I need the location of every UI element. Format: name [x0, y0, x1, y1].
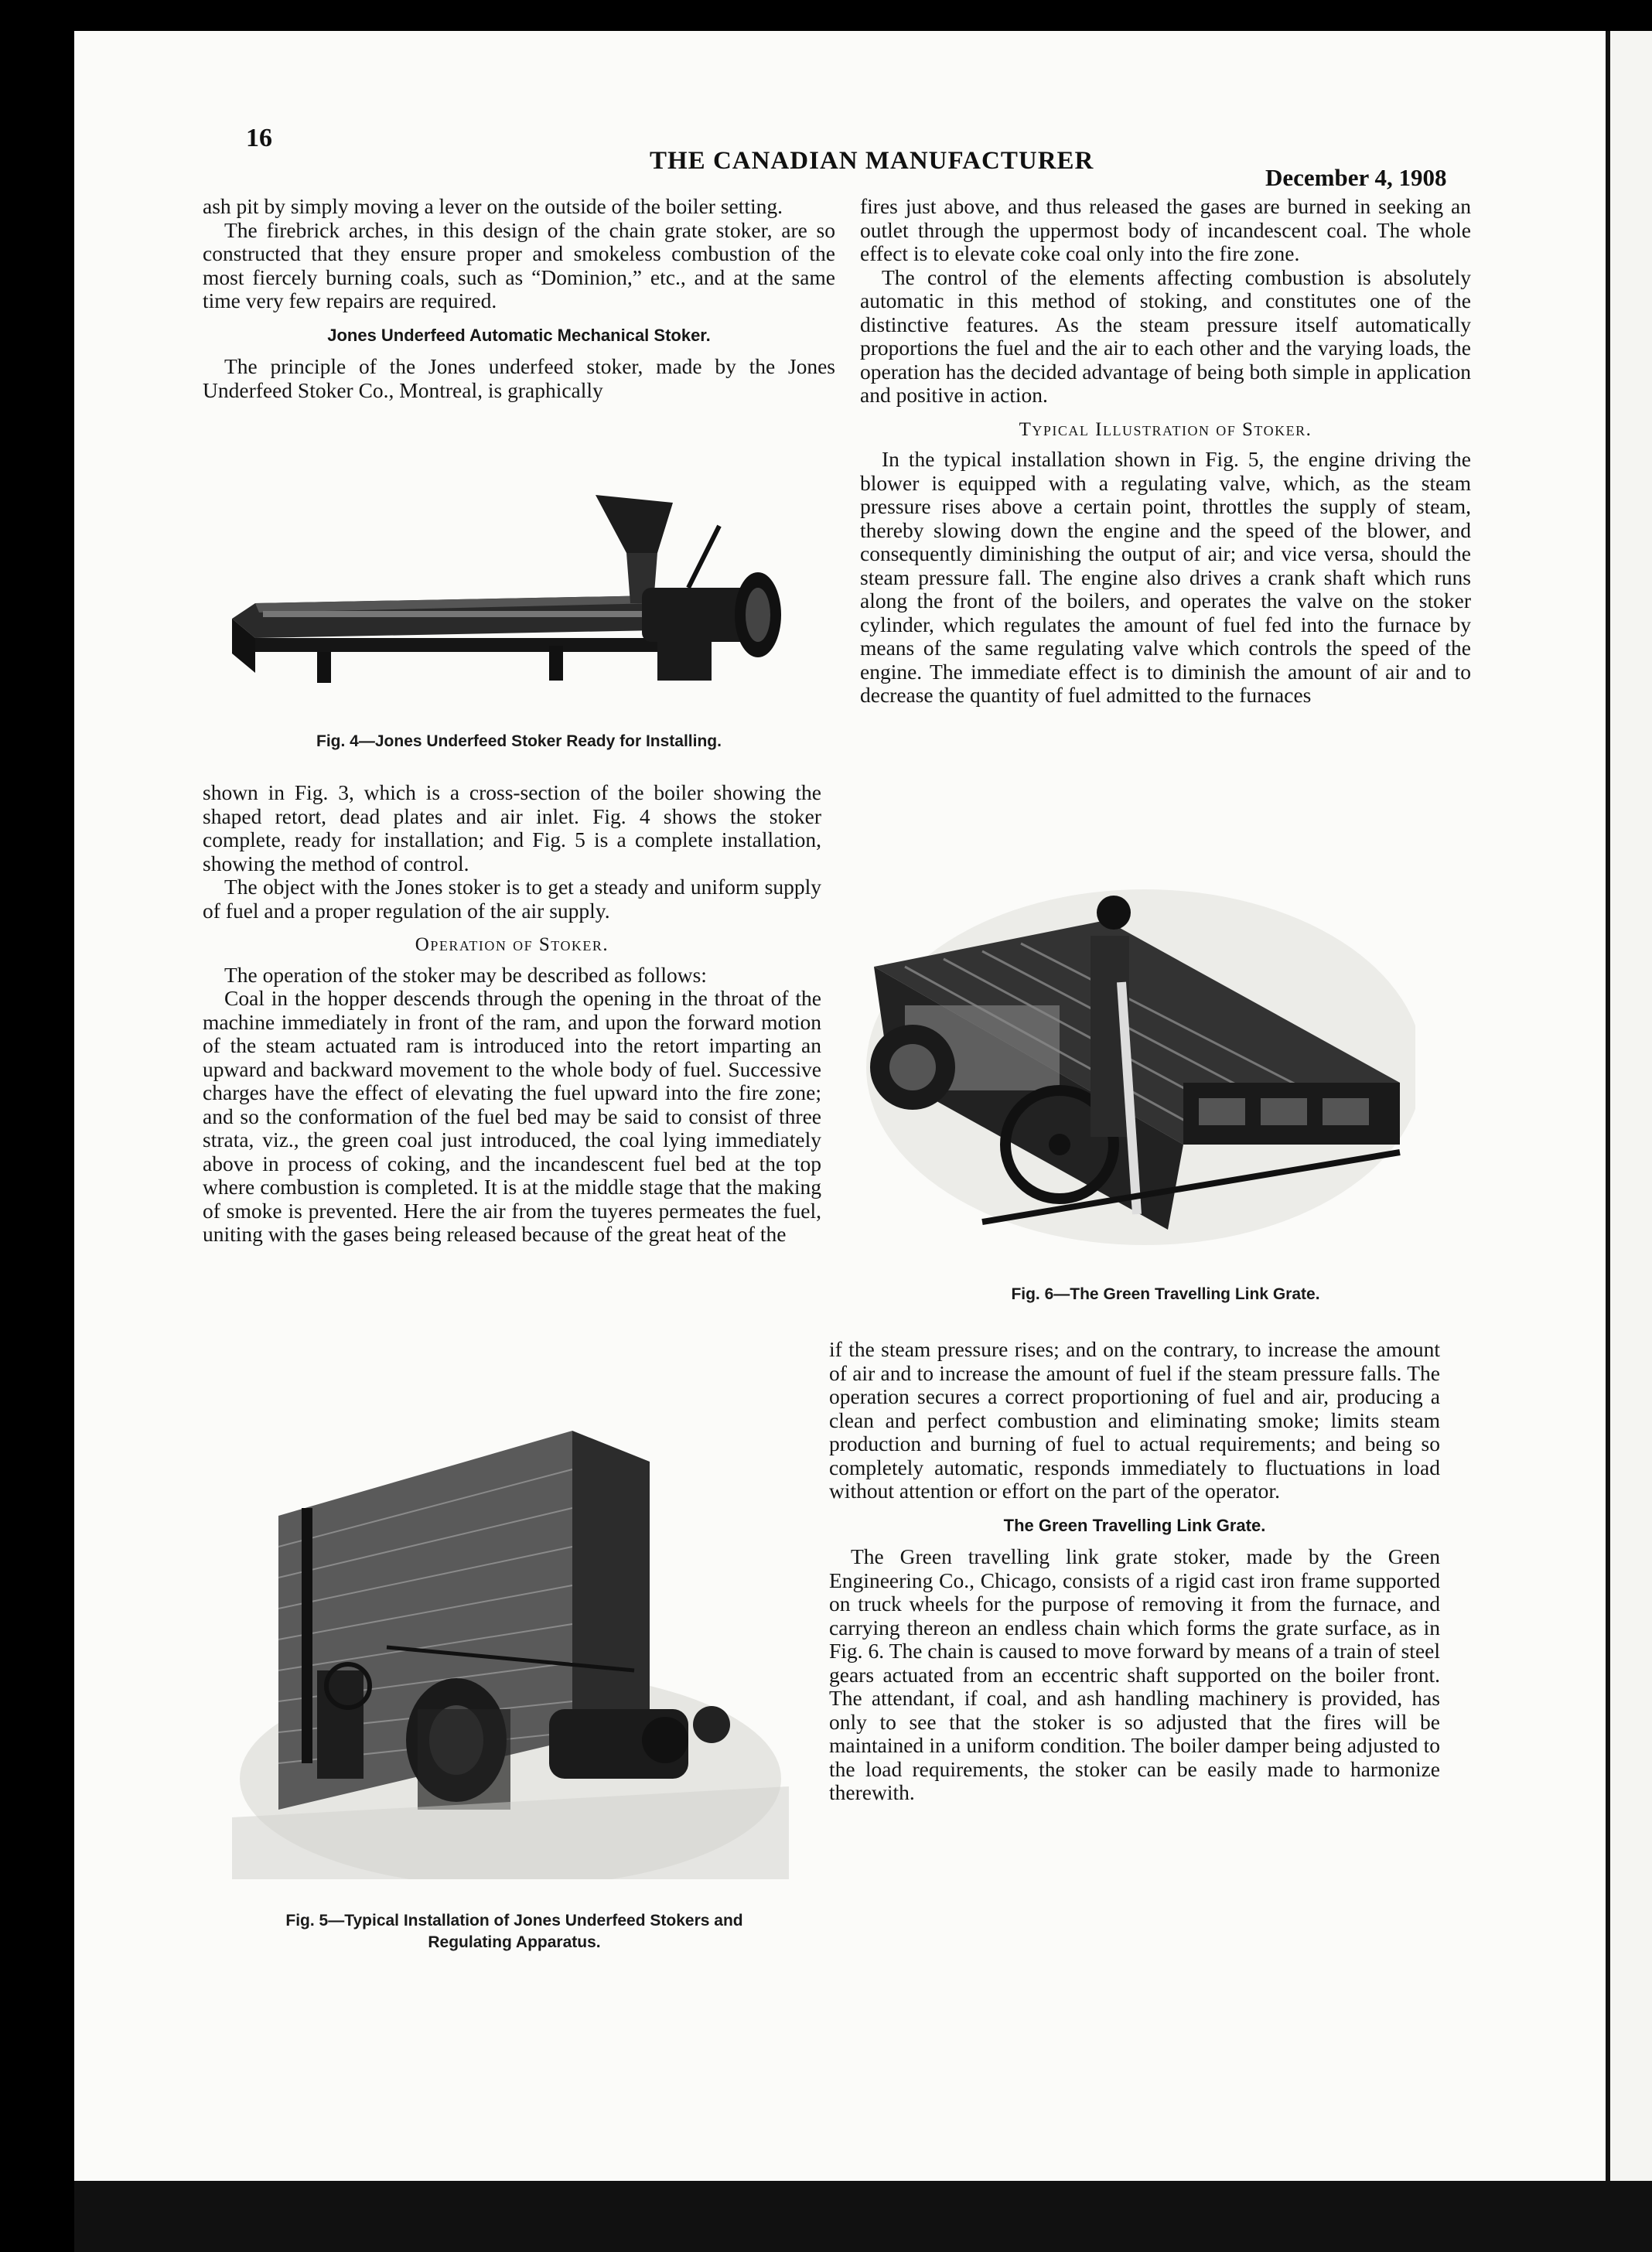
right-paragraph-1: fires just above, and thus released the gases are burned in seeking an outlet through the uppermost body of incandescent coal. The whole effect is to elevate coke coal only into the fire zone.: [860, 194, 1471, 265]
right-paragraph-2: The control of the elements affecting combustion is absolutely automatic in this method of stoking, and constitutes one of the distinctive features. As the steam pressure itself automatically proportions the fuel and the air to each other and the varying loads, the operation has the decided advantage of being both simple in application and positive in action.: [860, 264, 1471, 407]
left-column-middle: [203, 781, 821, 1247]
figure-5-installation-image: [232, 1415, 789, 1879]
section-heading-green: The Green Travelling Link Grate.: [1003, 1515, 1266, 1535]
page-number: 16: [246, 124, 272, 152]
figure-4-caption: Fig. 4—Jones Underfeed Stoker Ready for Installing.: [316, 732, 722, 750]
right-paragraph-3: In the typical installation shown in Fig. 5, the engine driving the blower is equipped with a regulating valve, which, as the steam pressure rises above a certain point, throttles the supply of steam, thereby slowing down the engine and the speed of the blower, and consequently diminishing the output of air; and vice versa, should the steam pressure fall. The engine also drives a crank shaft which runs along the front of the boilers, and operates the valve on the stoker cylinder, which regulates the amount of fuel fed into the furnace by means of the same regulating valve which controls the speed of the engine. The immediate effect is to diminish the amount of air and to decrease the quantity of fuel admitted to the furnaces: [860, 447, 1471, 707]
figure-4-stoker-image: [224, 479, 812, 696]
left-paragraph-5: The object with the Jones stoker is to get a steady and uniform supply of fuel and a proper regulation of the air supply.: [203, 875, 821, 923]
section-heading-operation: Operation of Stoker.: [415, 934, 609, 955]
left-paragraph-6: The operation of the stoker may be described as follows:: [224, 962, 707, 987]
left-paragraph-7: Coal in the hopper descends through the opening in the throat of the machine immediately in front of the ram, and upon the forward motion of the steam actuated ram is introduced into the retort imparting an upward and backward movement to the whole body of fuel. Successive charges have the effect of elevating the fuel upward into the fire zone; and so the conformation of the fuel bed may be said to consist of three strata, viz., the green coal just introduced, the coal lying immediately above in process of coking, and the incandescent fuel bed at the top where combustion is completed. It is at the middle stage that the making of smoke is prevented. Here the air from the tuyeres permeates the fuel, uniting with the gases being released because of the great heat of the: [203, 986, 821, 1246]
scan-bottom-edge: [74, 2181, 1652, 2252]
right-column-bottom: [829, 1338, 1440, 1805]
right-paragraph-4: if the steam pressure rises; and on the contrary, to increase the amount of air and to increase the amount of fuel if the steam pressure falls. The operation secures a correct proportioning of fuel and air, producing a clean and perfect combustion and eliminating smoke; limits steam production and burning of fuel to actual requirements; and being so completely automatic, responds immediately to fluctuations in load without attention or effort on the part of the operator.: [829, 1337, 1440, 1503]
left-paragraph-3: The principle of the Jones underfeed stoker, made by the Jones Underfeed Stoker Co., Montreal, is graphically: [203, 354, 835, 402]
figure-5-caption-line-1: Fig. 5—Typical Installation of Jones Underfeed Stokers and: [285, 1912, 743, 1930]
right-column-top: [860, 195, 1471, 708]
publication-title: THE CANADIAN MANUFACTURER: [650, 147, 1094, 175]
left-paragraph-4: shown in Fig. 3, which is a cross-section of the boiler showing the shaped retort, dead plates and air inlet. Fig. 4 shows the stoker complete, ready for installation; and Fig. 5 is a complete installation, showing the method of control.: [203, 780, 821, 875]
figure-6-link-grate-image: [858, 889, 1415, 1261]
section-heading-jones: Jones Underfeed Automatic Mechanical Stoker.: [327, 325, 711, 345]
section-heading-typical: Typical Illustration of Stoker.: [1019, 418, 1312, 440]
left-column-top: [203, 195, 835, 402]
figure-5-caption: [193, 1910, 835, 1953]
right-paragraph-5: The Green travelling link grate stoker, made by the Green Engineering Co., Chicago, consists of a rigid cast iron frame supported on truck wheels for the purpose of removing it from the furnace, and carrying thereon an endless chain which forms the grate surface, as in Fig. 6. The chain is caused to move forward by means of a train of steel gears actuated from an eccentric shaft supported on the boiler front. The attendant, if coal, and ash handling machinery is provided, has only to see that the stoker is so adjusted that the fires will be maintained in a uniform condition. The boiler damper being adjusted to the load requirements, the stoker can be easily made to harmonize therewith.: [829, 1544, 1440, 1804]
figure-6-caption: Fig. 6—The Green Travelling Link Grate.: [1011, 1285, 1320, 1303]
issue-date: December 4, 1908: [1265, 164, 1447, 191]
adjacent-page-edge: [1606, 31, 1652, 2196]
left-paragraph-2: The firebrick arches, in this design of the chain grate stoker, are so constructed that they ensure proper and smokeless combustion of the most fiercely burning coals, such as “Dominion,” etc., and at the same time very few repairs are required.: [203, 217, 835, 312]
left-paragraph-1: ash pit by simply moving a lever on the outside of the boiler setting.: [203, 194, 783, 218]
figure-5-caption-line-2: Regulating Apparatus.: [428, 1933, 601, 1951]
